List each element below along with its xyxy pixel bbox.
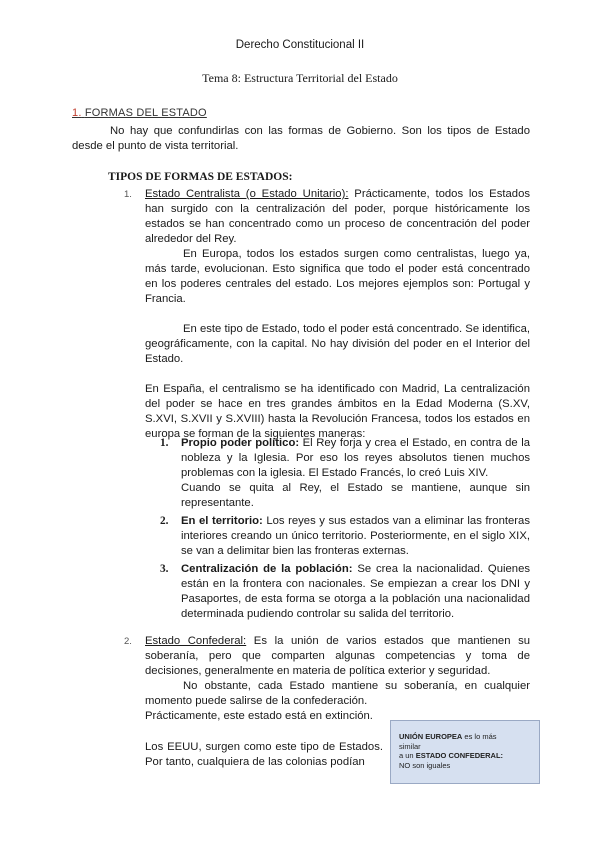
list-item [160, 514, 530, 559]
note-text-2: similar [399, 741, 421, 751]
centralista-title: Estado Centralista (o Estado Unitario): [145, 188, 349, 200]
item-text: Se crea la nacionalidad. Quienes están en la frontera con nacionales. Se empiezan a crear los DNI y Pasaportes, de esta forma se otorga a la población una nacionalidad determinada pudiendo controlar su salida del territorio. [181, 563, 531, 620]
item-title: Propio poder político: [181, 437, 300, 449]
topic-title: Tema 8: Estructura Territorial del Estado [202, 71, 398, 85]
item-number: 1. [160, 437, 169, 449]
item-text: El Rey forja y crea el Estado, en contra de la nobleza y la Iglesia. Por eso los reyes absolutos tienen muchos problemas con la iglesia. El Estado Francés, lo creó Luis XIV. [181, 437, 530, 479]
confederal-text-1: Es la unión de varios estados que mantienen su soberanía, pero que comparten algunas competencias y toma de decisiones, generalmente en materia de política exterior y seguridad. [145, 635, 531, 677]
intro-paragraph: No hay que confundirlas con las formas de Gobierno. Son los tipos de Estado desde el punto de vista territorial. [72, 125, 530, 152]
centralista-paragraph-1 [145, 187, 530, 247]
note-text-3: a un [399, 751, 416, 760]
note-bold-2: ESTADO CONFEDERAL: [415, 751, 504, 760]
confederal-paragraph-3: Prácticamente, este estado está en extinción. [145, 710, 373, 722]
list-marker-1: 1. [124, 189, 132, 200]
centralista-paragraph-2: En Europa, todos los estados surgen como centralistas, luego ya, más tarde, evolucionan. Esto significa que todo el poder está concentrado en los poderes centrales del estado. Los mejores ejemplos son: Portugal y Francia. [145, 248, 530, 305]
eeuu-paragraph: Los EEUU, surgen como este tipo de Estados. Por tanto, cualquiera de las colonias podían [145, 741, 383, 768]
confederal-paragraph-1 [145, 634, 530, 679]
section-title: FORMAS DEL ESTADO [84, 107, 207, 119]
item-text: Los reyes y sus estados van a eliminar las fronteras interiores creando un único territorio. Posteriormente, en el siglo XIX, se van a delimitar bien las fronteras externas. [181, 515, 530, 557]
ambitos-list [160, 436, 530, 622]
section-number: 1. [72, 107, 82, 119]
note-text-1: es lo más [462, 732, 497, 741]
note-bold-1: UNIÓN EUROPEA [399, 732, 463, 741]
item-extra: Cuando se quita al Rey, el Estado se mantiene, aunque sin representante. [181, 482, 530, 509]
confederal-title: Estado Confederal: [145, 635, 247, 647]
confederal-block [124, 634, 531, 724]
centralista-paragraph-3: En este tipo de Estado, todo el poder está concentrado. Se identifica, geográficamente, con la capital. No hay división del poder en el Interior del Estado. [145, 323, 530, 365]
item-title: Centralización de la población: [181, 563, 353, 575]
centralista-text-1: Prácticamente, todos los Estados han surgido con la centralización del poder, porque históricamente los estados se han concentrado como un proceso de concentración del poder alrededor del Rey. [145, 188, 530, 245]
list-item [160, 562, 530, 622]
course-title: Derecho Constitucional II [235, 39, 365, 51]
list-marker-2: 2. [124, 636, 132, 647]
confederal-paragraph-2: No obstante, cada Estado mantiene su soberanía, en cualquier momento puede salirse de la confederación. [145, 680, 530, 707]
centralista-paragraph-4: En España, el centralismo se ha identificado con Madrid, La centralización del poder se hace en tres grandes ámbitos en la Edad Moderna (S.XV, S.XVI, S.XVII y S.XVIII) hasta la Revolución Francesa, todos los estados en europa se forman de la siguientes maneras: [145, 383, 530, 440]
note-text-4: NO son iguales [399, 760, 451, 770]
item-title: En el territorio: [181, 515, 263, 527]
list-item [160, 436, 530, 511]
item-number: 3. [160, 563, 169, 575]
types-subheading: TIPOS DE FORMAS DE ESTADOS: [108, 171, 293, 183]
item-number: 2. [160, 515, 169, 527]
section-heading [72, 106, 207, 121]
sidebar-note [390, 720, 540, 784]
centralista-block [124, 187, 530, 442]
